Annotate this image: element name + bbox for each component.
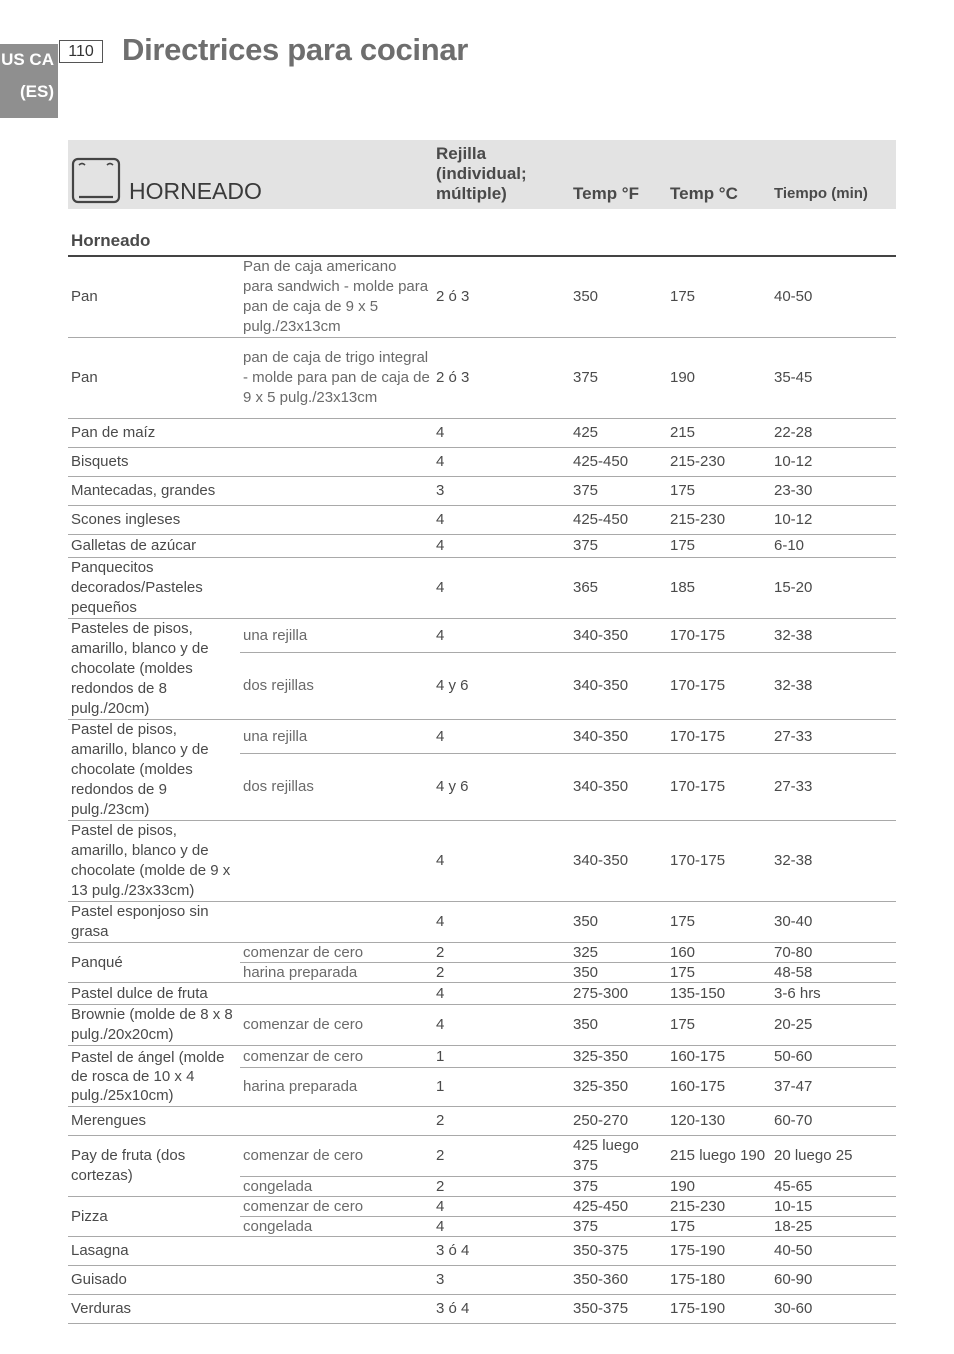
rack-position: 4 [433, 983, 570, 1005]
temp-f-value: 325 [570, 943, 667, 963]
rack-position: 4 [433, 1005, 570, 1046]
table-row [68, 902, 896, 943]
food-name: Pan [68, 256, 240, 338]
time-column-header: Tiempo (min) [771, 140, 896, 209]
table-row [68, 1197, 896, 1217]
temp-c-value: 170-175 [667, 720, 771, 754]
cook-time-value: 37-47 [771, 1068, 896, 1107]
cook-time-value: 60-90 [771, 1266, 896, 1295]
food-name: Guisado [68, 1266, 240, 1295]
food-description: harina preparada [240, 1068, 433, 1107]
cook-time-value: 10-15 [771, 1197, 896, 1217]
food-description: dos rejillas [240, 653, 433, 720]
rack-position: 4 [433, 619, 570, 653]
temp-c-value: 175 [667, 535, 771, 558]
cook-time-value: 20 luego 25 [771, 1136, 896, 1177]
cooking-guidelines-table-wrapper [68, 140, 896, 1324]
food-name: Pasteles de pisos, amarillo, blanco y de chocolate (moldes redondos de 8 pulg./20cm) [68, 619, 240, 720]
temp-f-value: 340-350 [570, 619, 667, 653]
temp-c-value: 170-175 [667, 653, 771, 720]
rack-position: 2 ó 3 [433, 338, 570, 419]
rack-position: 2 [433, 1107, 570, 1136]
rack-position: 4 [433, 1197, 570, 1217]
temp-c-value: 175 [667, 256, 771, 338]
temp-f-value: 425-450 [570, 506, 667, 535]
rack-column-header: Rejilla (individual; múltiple) [433, 140, 570, 209]
rack-position: 3 [433, 1266, 570, 1295]
cook-time-value: 22-28 [771, 419, 896, 448]
temp-f-value: 375 [570, 477, 667, 506]
food-name: Pastel de pisos, amarillo, blanco y de chocolate (moldes redondos de 9 pulg./23cm) [68, 720, 240, 821]
temp-f-value: 350-375 [570, 1237, 667, 1266]
food-description: comenzar de cero [240, 1197, 433, 1217]
temp-f-value: 375 [570, 338, 667, 419]
temp-f-value: 350-375 [570, 1295, 667, 1324]
rack-position: 4 [433, 1217, 570, 1237]
food-name: Galletas de azúcar [68, 535, 240, 558]
food-name: Pastel de pisos, amarillo, blanco y de chocolate (molde de 9 x 13 pulg./23x33cm) [68, 821, 240, 902]
food-description: comenzar de cero [240, 1046, 433, 1068]
rack-position: 2 [433, 943, 570, 963]
page-number: 110 [59, 40, 103, 63]
cook-time-value: 23-30 [771, 477, 896, 506]
food-description [240, 821, 433, 902]
table-row [68, 1005, 896, 1046]
food-name: Bisquets [68, 448, 240, 477]
rack-position: 4 y 6 [433, 754, 570, 821]
temp-c-value: 175-190 [667, 1295, 771, 1324]
table-row [68, 1046, 896, 1068]
rack-position: 1 [433, 1068, 570, 1107]
temp-f-value: 425-450 [570, 448, 667, 477]
food-description: harina preparada [240, 963, 433, 983]
food-description: una rejilla [240, 720, 433, 754]
rack-position: 4 [433, 535, 570, 558]
food-name: Pastel esponjoso sin grasa [68, 902, 240, 943]
temp-c-value: 160-175 [667, 1068, 771, 1107]
locale-region: US CA [1, 50, 54, 69]
food-name: Pay de fruta (dos cortezas) [68, 1136, 240, 1197]
cook-time-value: 18-25 [771, 1217, 896, 1237]
temp-c-value: 185 [667, 558, 771, 619]
cook-time-value: 27-33 [771, 720, 896, 754]
food-description [240, 902, 433, 943]
temp-f-value: 350-360 [570, 1266, 667, 1295]
rack-position: 2 [433, 1177, 570, 1197]
food-description: congelada [240, 1217, 433, 1237]
temp-c-value: 175-180 [667, 1266, 771, 1295]
temp-c-value: 215-230 [667, 506, 771, 535]
rack-position: 3 ó 4 [433, 1237, 570, 1266]
category-row [68, 209, 896, 256]
food-name: Pan [68, 338, 240, 419]
rack-position: 4 y 6 [433, 653, 570, 720]
table-header-row [68, 140, 896, 209]
locale-tab [0, 44, 58, 118]
rack-position: 3 [433, 477, 570, 506]
temp-c-value: 215 luego 190 [667, 1136, 771, 1177]
temp-f-value: 275-300 [570, 983, 667, 1005]
food-name: Pastel dulce de fruta [68, 983, 240, 1005]
food-description: comenzar de cero [240, 1136, 433, 1177]
page-title: Directrices para cocinar [122, 32, 469, 67]
table-row [68, 821, 896, 902]
cook-time-value: 27-33 [771, 754, 896, 821]
cook-time-value: 40-50 [771, 256, 896, 338]
table-row [68, 720, 896, 754]
table-row [68, 1136, 896, 1177]
rack-position: 1 [433, 1046, 570, 1068]
table-row [68, 1107, 896, 1136]
cook-time-value: 3-6 hrs [771, 983, 896, 1005]
food-description [240, 1237, 433, 1266]
table-row [68, 619, 896, 653]
table-row [68, 1295, 896, 1324]
temp-f-value: 350 [570, 902, 667, 943]
rack-position: 4 [433, 902, 570, 943]
temp-f-value: 350 [570, 1005, 667, 1046]
rack-position: 4 [433, 558, 570, 619]
food-description [240, 1295, 433, 1324]
food-name: Brownie (molde de 8 x 8 pulg./20x20cm) [68, 1005, 240, 1046]
food-name: Verduras [68, 1295, 240, 1324]
table-body [68, 209, 896, 1324]
cook-time-value: 32-38 [771, 821, 896, 902]
rack-position: 2 [433, 1136, 570, 1177]
oven-icon [71, 157, 121, 204]
temp-c-value: 170-175 [667, 821, 771, 902]
table-row [68, 983, 896, 1005]
temp-f-column-header: Temp °F [570, 140, 667, 209]
locale-language: (ES) [20, 82, 54, 101]
table-row [68, 338, 896, 419]
temp-c-value: 175 [667, 902, 771, 943]
rack-position: 4 [433, 821, 570, 902]
temp-c-value: 175 [667, 963, 771, 983]
rack-position: 4 [433, 720, 570, 754]
temp-f-value: 375 [570, 1177, 667, 1197]
temp-c-value: 160 [667, 943, 771, 963]
temp-f-value: 340-350 [570, 720, 667, 754]
table-row [68, 448, 896, 477]
temp-f-value: 350 [570, 963, 667, 983]
section-label: HORNEADO [129, 178, 262, 204]
temp-f-value: 425 luego 375 [570, 1136, 667, 1177]
temp-c-value: 170-175 [667, 619, 771, 653]
food-description [240, 1107, 433, 1136]
food-description: dos rejillas [240, 754, 433, 821]
food-description: pan de caja de trigo integral - molde para pan de caja de 9 x 5 pulg./23x13cm [240, 338, 433, 419]
temp-f-value: 325-350 [570, 1046, 667, 1068]
temp-c-column-header: Temp °C [667, 140, 771, 209]
cook-time-value: 15-20 [771, 558, 896, 619]
food-description: una rejilla [240, 619, 433, 653]
table-row [68, 477, 896, 506]
food-description [240, 1266, 433, 1295]
rack-position: 4 [433, 419, 570, 448]
rack-position: 4 [433, 506, 570, 535]
temp-c-value: 190 [667, 1177, 771, 1197]
temp-f-value: 340-350 [570, 821, 667, 902]
rack-position: 4 [433, 448, 570, 477]
food-description [240, 983, 433, 1005]
table-row [68, 1237, 896, 1266]
temp-c-value: 215-230 [667, 1197, 771, 1217]
table-row [68, 256, 896, 338]
food-description [240, 448, 433, 477]
temp-c-value: 120-130 [667, 1107, 771, 1136]
cook-time-value: 40-50 [771, 1237, 896, 1266]
food-description [240, 477, 433, 506]
food-name: Panqué [68, 943, 240, 983]
food-description: congelada [240, 1177, 433, 1197]
temp-c-value: 175-190 [667, 1237, 771, 1266]
category-label: Horneado [68, 209, 896, 256]
table-row [68, 535, 896, 558]
table-row [68, 558, 896, 619]
temp-f-value: 365 [570, 558, 667, 619]
food-description [240, 419, 433, 448]
cook-time-value: 70-80 [771, 943, 896, 963]
food-description: comenzar de cero [240, 1005, 433, 1046]
cook-time-value: 45-65 [771, 1177, 896, 1197]
cook-time-value: 32-38 [771, 619, 896, 653]
cook-time-value: 32-38 [771, 653, 896, 720]
food-description [240, 558, 433, 619]
temp-f-value: 375 [570, 1217, 667, 1237]
food-name: Lasagna [68, 1237, 240, 1266]
temp-c-value: 175 [667, 1005, 771, 1046]
temp-f-value: 250-270 [570, 1107, 667, 1136]
temp-c-value: 175 [667, 1217, 771, 1237]
temp-c-value: 190 [667, 338, 771, 419]
food-name: Pastel de ángel (molde de rosca de 10 x 4 pulg./25x10cm) [68, 1046, 240, 1107]
temp-c-value: 170-175 [667, 754, 771, 821]
temp-c-value: 175 [667, 477, 771, 506]
food-description: Pan de caja americano para sandwich - molde para pan de caja de 9 x 5 pulg./23x13cm [240, 256, 433, 338]
food-description [240, 506, 433, 535]
food-description [240, 535, 433, 558]
section-header [68, 140, 433, 209]
temp-f-value: 340-350 [570, 754, 667, 821]
temp-c-value: 135-150 [667, 983, 771, 1005]
cook-time-value: 48-58 [771, 963, 896, 983]
cooking-guidelines-table [68, 140, 896, 1324]
temp-f-value: 425-450 [570, 1197, 667, 1217]
temp-f-value: 425 [570, 419, 667, 448]
food-name: Panquecitos decorados/Pasteles pequeños [68, 558, 240, 619]
temp-f-value: 350 [570, 256, 667, 338]
cook-time-value: 30-40 [771, 902, 896, 943]
cook-time-value: 30-60 [771, 1295, 896, 1324]
temp-c-value: 160-175 [667, 1046, 771, 1068]
cook-time-value: 10-12 [771, 448, 896, 477]
table-row [68, 943, 896, 963]
rack-position: 2 ó 3 [433, 256, 570, 338]
food-description: comenzar de cero [240, 943, 433, 963]
food-name: Merengues [68, 1107, 240, 1136]
cook-time-value: 50-60 [771, 1046, 896, 1068]
temp-f-value: 340-350 [570, 653, 667, 720]
temp-f-value: 375 [570, 535, 667, 558]
cook-time-value: 6-10 [771, 535, 896, 558]
temp-c-value: 215-230 [667, 448, 771, 477]
cook-time-value: 60-70 [771, 1107, 896, 1136]
rack-position: 3 ó 4 [433, 1295, 570, 1324]
temp-c-value: 215 [667, 419, 771, 448]
food-name: Scones ingleses [68, 506, 240, 535]
rack-position: 2 [433, 963, 570, 983]
table-row [68, 1266, 896, 1295]
temp-f-value: 325-350 [570, 1068, 667, 1107]
cook-time-value: 10-12 [771, 506, 896, 535]
cook-time-value: 20-25 [771, 1005, 896, 1046]
table-row [68, 506, 896, 535]
table-row [68, 419, 896, 448]
food-name: Mantecadas, grandes [68, 477, 240, 506]
cook-time-value: 35-45 [771, 338, 896, 419]
food-name: Pizza [68, 1197, 240, 1237]
food-name: Pan de maíz [68, 419, 240, 448]
